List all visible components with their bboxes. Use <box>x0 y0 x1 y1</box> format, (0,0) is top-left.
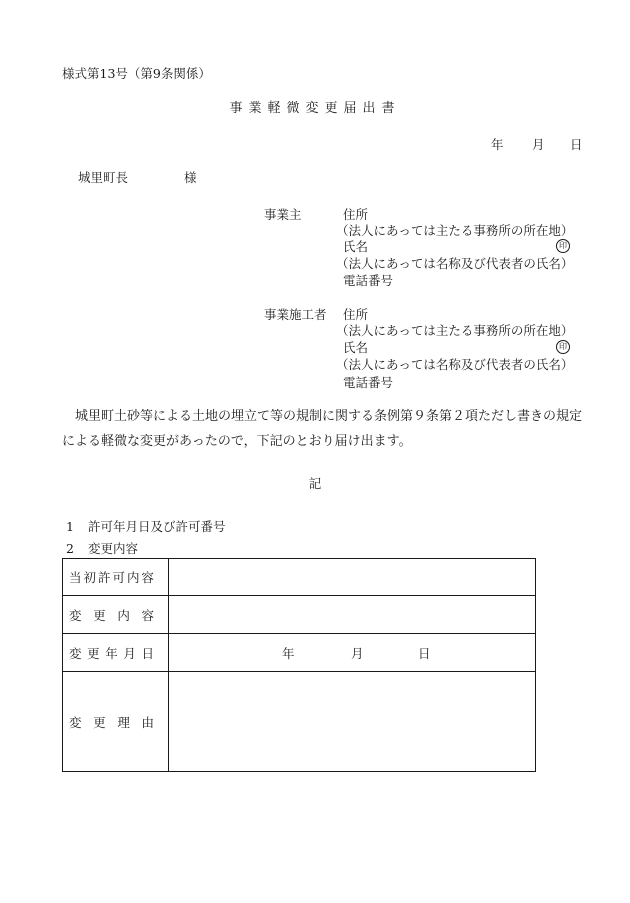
item-label: 変更内容 <box>88 541 139 556</box>
change-content-value[interactable] <box>169 596 536 634</box>
header-char: 変 <box>69 607 82 623</box>
applicant-label: 事業主 <box>264 207 302 222</box>
seal-icon: 印 <box>556 239 570 253</box>
addressee-name: 城里町長 <box>78 170 129 185</box>
header-char: 許 <box>97 570 111 585</box>
date-year-unit: 年 <box>491 137 504 152</box>
applicant-address-label: 住所 <box>343 207 369 222</box>
header-char: 容 <box>141 607 154 623</box>
form-number: 様式第13号（第9条関係） <box>62 66 211 81</box>
addressee <box>78 168 197 186</box>
contractor-address-label: 住所 <box>343 307 369 322</box>
document-title: 事業軽微変更届出書 <box>229 101 401 116</box>
header-char: 更 <box>93 714 106 730</box>
item-number: 2 <box>66 541 74 556</box>
seal-icon: 印 <box>556 340 570 354</box>
contractor-name-note: （法人にあっては名称及び代表者の氏名） <box>336 357 574 372</box>
table-row <box>63 559 536 596</box>
table-row <box>63 596 536 634</box>
header-char: 年 <box>105 645 118 661</box>
applicant-phone-label: 電話番号 <box>343 273 394 288</box>
change-date-year-unit: 年 <box>282 645 295 661</box>
row-header-change-date <box>63 634 169 672</box>
row-header-change-content <box>63 596 169 634</box>
row-header-original-permit <box>63 559 169 596</box>
contractor-phone-label: 電話番号 <box>343 375 394 390</box>
header-char: 日 <box>141 645 154 661</box>
change-date-value[interactable] <box>169 634 536 672</box>
date-month-unit: 月 <box>532 137 545 152</box>
header-char: 内 <box>126 570 140 585</box>
list-item <box>66 517 226 535</box>
header-char: 更 <box>93 607 106 623</box>
applicant-address-note: （法人にあっては主たる事務所の所在地） <box>336 223 574 238</box>
header-char: 更 <box>87 645 100 661</box>
applicant-name-note: （法人にあっては名称及び代表者の氏名） <box>336 256 574 271</box>
header-char: 可 <box>112 570 125 585</box>
header-char: 変 <box>69 714 82 730</box>
header-char: 理 <box>117 714 130 730</box>
table-row <box>63 672 536 772</box>
row-header-text <box>69 644 154 662</box>
change-reason-value[interactable] <box>169 672 536 772</box>
change-date-month-unit: 月 <box>351 645 364 661</box>
table-row <box>63 634 536 672</box>
change-date-day-unit: 日 <box>418 645 431 661</box>
item-label: 許可年月日及び許可番号 <box>88 519 226 534</box>
header-char: 由 <box>141 714 154 730</box>
contractor-label: 事業施工者 <box>264 307 327 322</box>
contractor-address-note: （法人にあっては主たる事務所の所在地） <box>336 323 574 338</box>
contractor-name-label: 氏名 <box>343 340 369 355</box>
change-table <box>62 558 536 772</box>
header-char: 変 <box>69 645 82 661</box>
header-char: 容 <box>141 570 154 585</box>
header-char: 初 <box>83 570 96 585</box>
row-header-text <box>69 606 154 624</box>
header-char: 内 <box>117 607 130 623</box>
original-permit-value[interactable] <box>169 559 536 596</box>
addressee-honorific: 様 <box>184 170 197 185</box>
header-char: 当 <box>69 570 82 585</box>
header-char: 月 <box>123 645 136 661</box>
notice-body: 城里町土砂等による土地の埋立て等の規制に関する条例第９条第２項ただし書きの規定による軽微な変更があったので，下記のとおり届け出ます。 <box>62 409 583 449</box>
ki-heading: 記 <box>308 476 322 491</box>
row-header-text <box>69 568 154 586</box>
applicant-name-label: 氏名 <box>343 239 369 254</box>
row-header-text <box>69 713 154 731</box>
row-header-change-reason <box>63 672 169 772</box>
item-number: 1 <box>66 519 74 534</box>
date-day-unit: 日 <box>570 137 583 152</box>
list-item <box>66 539 138 557</box>
